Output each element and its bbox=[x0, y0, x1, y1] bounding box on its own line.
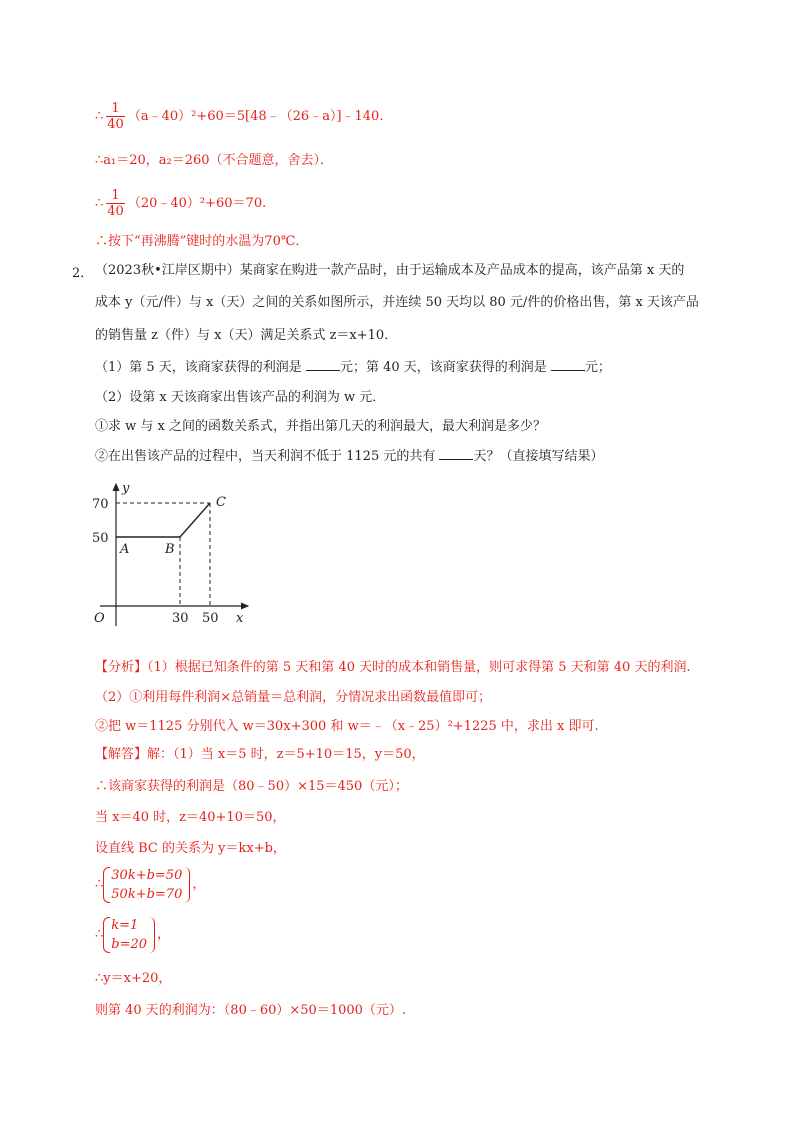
equation-system: k=1 b=20 bbox=[103, 916, 157, 954]
answer-line-1: 【解答】解：（1）当 x＝5 时，z＝5+10＝15，y＝50， bbox=[95, 747, 425, 762]
y-axis-label: y bbox=[122, 481, 130, 496]
point-label-c: C bbox=[216, 495, 226, 510]
analysis-line-3: ②把 w＝1125 分别代入 w＝30x+300 和 w＝﹣（x﹣25）²+1225 中，求出 x 即可. bbox=[95, 719, 599, 734]
equation-system: 30k+b=50 50k+b=70 bbox=[103, 866, 192, 904]
solution-line-4: ∴按下“再沸腾”键时的水温为70℃． bbox=[95, 234, 309, 249]
question-2: （2）设第 x 天该商家出售该产品的利润为 w 元． bbox=[95, 390, 386, 405]
x-tick-label: 30 bbox=[172, 611, 189, 626]
answer-line-2: ∴该商家获得的利润是（80﹣50）×15＝450（元）； bbox=[95, 779, 408, 794]
analysis-line-2: （2）①利用每件利润×总销量＝总利润，分情况求出函数最值即可； bbox=[95, 690, 492, 705]
x-tick-label: 50 bbox=[202, 611, 219, 626]
y-tick-label: 50 bbox=[92, 531, 109, 546]
x-axis-label: x bbox=[236, 611, 244, 626]
problem-text-3: 的销售量 z（件）与 x（天）满足关系式 z＝x+10． bbox=[95, 328, 398, 343]
problem-number: 2． bbox=[72, 266, 94, 281]
cost-graph bbox=[80, 470, 270, 630]
answer-blank[interactable] bbox=[306, 358, 340, 371]
point-label-b: B bbox=[165, 542, 175, 557]
solution-line-3: ∴ $\frac{1}{40}$ （20﹣40）²+60＝70. bbox=[95, 188, 267, 219]
y-tick-label: 70 bbox=[92, 497, 109, 512]
problem-text-1: （2023秋•江岸区期中）某商家在购进一款产品时，由于运输成本及产品成本的提高，该产品第 x 天的 bbox=[95, 263, 685, 278]
question-1: （1）第 5 天，该商家获得的利润是 元；第 40 天，该商家获得的利润是 元； bbox=[95, 360, 611, 375]
solution-line-1: ∴ $\frac{1}{40}$ （a﹣40）²+60＝5[48﹣（26﹣a）]﹣140． bbox=[95, 101, 393, 132]
fraction: $\frac{1}{40}$ bbox=[107, 188, 124, 219]
solution-line-2: ∴a₁＝20，a₂＝260（不合题意，舍去）． bbox=[95, 153, 334, 168]
answer-blank[interactable] bbox=[439, 447, 473, 460]
fraction: $\frac{1}{40}$ bbox=[107, 101, 124, 132]
answer-blank[interactable] bbox=[551, 358, 585, 371]
origin-label: O bbox=[94, 611, 105, 626]
equation-system-1: ∴ 30k+b=50 50k+b=70 ， bbox=[95, 868, 206, 902]
answer-line-3: 当 x＝40 时，z＝40+10＝50， bbox=[95, 810, 286, 825]
answer-line-4: 设直线 BC 的关系为 y＝kx+b， bbox=[95, 841, 286, 856]
answer-line-5: ∴y＝x+20， bbox=[95, 971, 172, 986]
question-2-2: ②在出售该产品的过程中，当天利润不低于 1125 元的共有 天？（直接填写结果） bbox=[95, 449, 604, 464]
problem-text-2: 成本 y（元/件）与 x（天）之间的关系如图所示，并连续 50 天均以 80 元/件的价格出售，第 x 天该产品 bbox=[95, 295, 699, 310]
answer-line-6: 则第 40 天的利润为：（80﹣60）×50＝1000（元）. bbox=[95, 1003, 407, 1018]
point-label-a: A bbox=[120, 542, 130, 557]
cost-line bbox=[116, 503, 210, 537]
equation-system-2: ∴ k=1 b=20 ， bbox=[95, 918, 171, 952]
analysis-line-1: 【分析】（1）根据已知条件的第 5 天和第 40 天时的成本和销售量，则可求得第 5 天和第 40 天的利润. bbox=[95, 660, 691, 675]
question-2-1: ①求 w 与 x 之间的函数关系式，并指出第几天的利润最大，最大利润是多少？ bbox=[95, 419, 546, 434]
